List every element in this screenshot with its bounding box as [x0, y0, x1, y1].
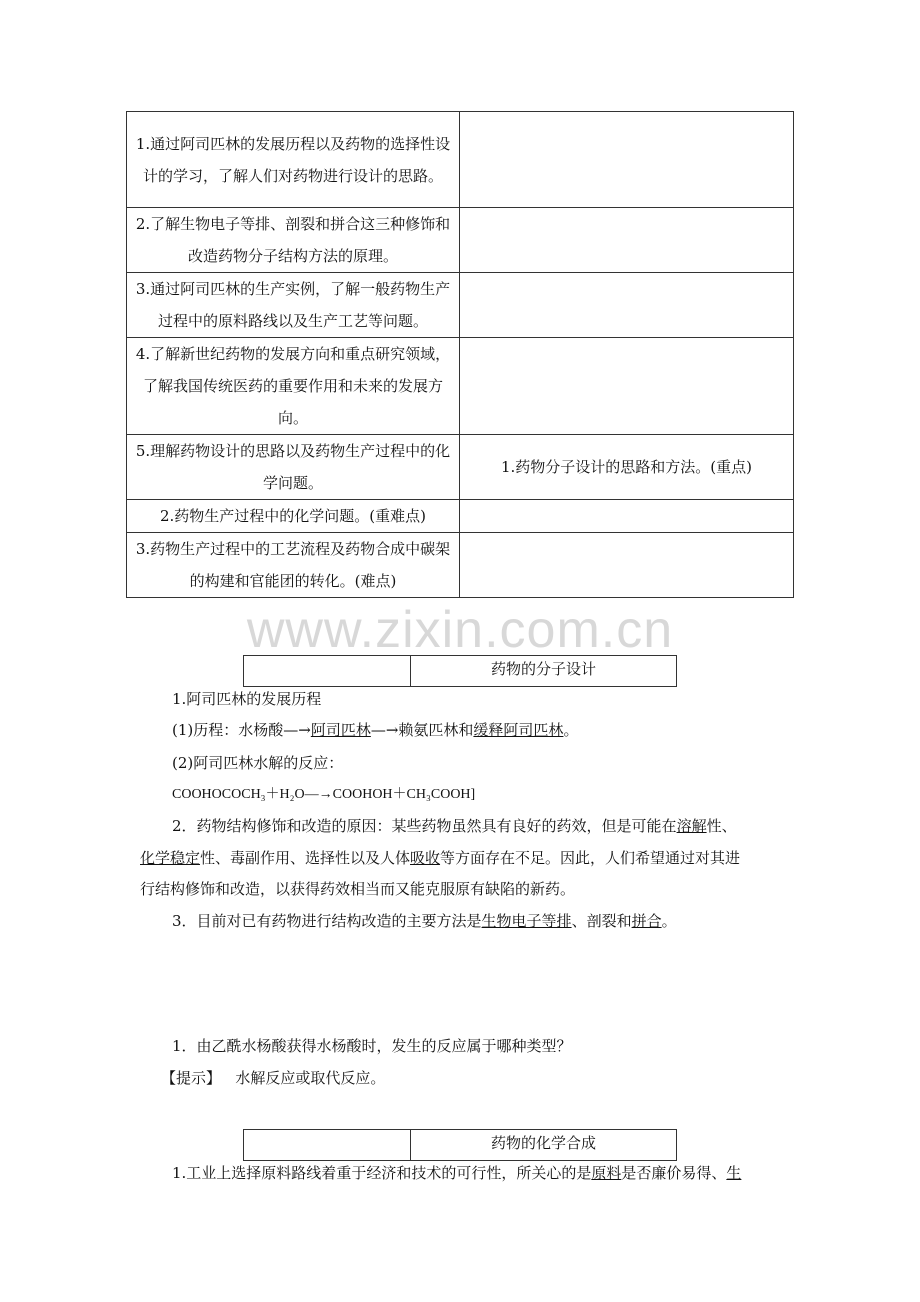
hydrolysis-label: (2)阿司匹林水解的反应： — [172, 754, 344, 772]
table-cell — [460, 500, 794, 533]
header-blank-cell — [244, 656, 411, 686]
paragraph-raw-materials: 1.工业上选择原料路线着重于经济和技术的可行性，所关心的是原料是否廉价易得、生 — [172, 1164, 742, 1182]
table-cell: 3.药物生产过程中的工艺流程及药物合成中碳架的构建和官能团的转化。(难点) — [127, 533, 460, 598]
section-title: 药物的分子设计 — [490, 660, 596, 678]
table-cell — [460, 208, 794, 273]
hydrolysis-formula: COOHOCOCH₃＋H₂O—→COOHOH＋CH₃COOH] — [172, 787, 476, 802]
objectives-table — [126, 111, 794, 598]
paragraph-modification-line2: 化学稳定性、毒副作用、选择性以及人体吸收等方面存在不足。因此，人们希望通过对其进 — [140, 849, 741, 867]
table-cell — [460, 112, 794, 208]
table-cell: 2.药物生产过程中的化学问题。(重难点) — [127, 500, 460, 533]
table-cell — [460, 533, 794, 598]
paragraph-modification-line3: 行结构修饰和改造，以获得药效相当而又能克服原有缺陷的新药。 — [140, 880, 576, 898]
history-line: (1)历程：水杨酸—→阿司匹林—→赖氨匹林和缓释阿司匹林。 — [172, 721, 579, 739]
table-cell: 1.药物分子设计的思路和方法。(重点) — [460, 435, 794, 500]
table-cell: 2.了解生物电子等排、剖裂和拼合这三种修饰和改造药物分子结构方法的原理。 — [127, 208, 460, 273]
table-cell: 3.通过阿司匹林的生产实例，了解一般药物生产过程中的原料路线以及生产工艺等问题。 — [127, 273, 460, 338]
watermark: www.zixin.com.cn — [246, 601, 674, 659]
table-cell: 1.通过阿司匹林的发展历程以及药物的选择性设计的学习，了解人们对药物进行设计的思路。 — [127, 112, 460, 208]
paragraph-modification-line1: 2．药物结构修饰和改造的原因：某些药物虽然具有良好的药效，但是可能在溶解性、 — [172, 817, 737, 835]
header-blank-cell — [244, 1130, 411, 1160]
heading-aspirin-history: 1.阿司匹林的发展历程 — [172, 690, 322, 708]
table-cell — [460, 273, 794, 338]
section-header-molecular-design — [243, 655, 677, 687]
table-cell: 5.理解药物设计的思路以及药物生产过程中的化学问题。 — [127, 435, 460, 500]
table-cell — [460, 338, 794, 435]
question-text: 1．由乙酰水杨酸获得水杨酸时，发生的反应属于哪种类型？ — [172, 1037, 572, 1055]
section-header-chemical-synthesis — [243, 1129, 677, 1161]
table-cell: 4.了解新世纪药物的发展方向和重点研究领域，了解我国传统医药的重要作用和未来的发展方向。 — [127, 338, 460, 435]
section-title: 药物的化学合成 — [490, 1134, 596, 1152]
hint-line: 【提示】 水解反应或取代反应。 — [161, 1069, 386, 1087]
paragraph-methods: 3．目前对已有药物进行结构改造的主要方法是生物电子等排、剖裂和拼合。 — [172, 912, 677, 930]
